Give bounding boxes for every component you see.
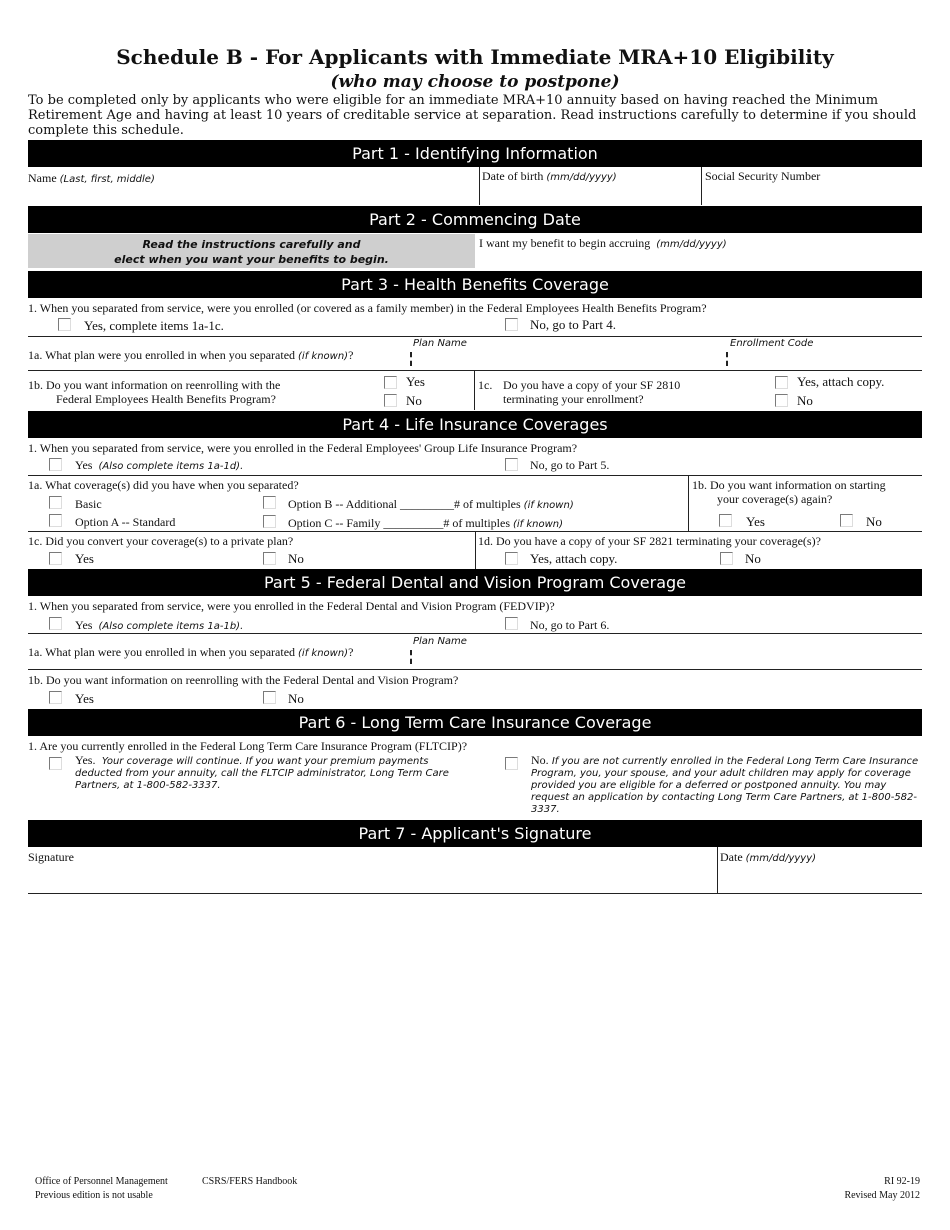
- p6-q1: 1. Are you currently enrolled in the Federal Long Term Care Insurance Program (FLTCIP)?: [28, 739, 468, 753]
- accrue-date-field[interactable]: [479, 250, 919, 267]
- p4-basic-checkbox[interactable]: [49, 496, 62, 509]
- part7-header: Part 7 - Applicant's Signature: [28, 820, 922, 847]
- p6-yes-checkbox[interactable]: [49, 757, 62, 770]
- p3-q1c-line1: Do you have a copy of your SF 2810: [503, 378, 681, 392]
- p5-q1b-no-label: No: [288, 691, 304, 706]
- p6-no-checkbox[interactable]: [505, 757, 518, 770]
- p4-option-c-label: Option C -- Family __________# of multiples (if known): [288, 516, 564, 530]
- name-field[interactable]: [30, 185, 476, 203]
- part3-header: Part 3 - Health Benefits Coverage: [28, 271, 922, 298]
- p5-plan-name-field[interactable]: [413, 650, 918, 666]
- p3-q1: 1. When you separated from service, were you enrolled (or covered as a family member) in the Federal Employees Health Benefits Program?: [28, 301, 707, 315]
- p3-q1b-yes-label: Yes: [406, 374, 425, 389]
- part2-header: Part 2 - Commencing Date: [28, 206, 922, 233]
- p5-q1b: 1b. Do you want information on reenrolling with the Federal Dental and Vision Program?: [28, 673, 459, 687]
- footer-revised: Revised May 2012: [844, 1190, 920, 1201]
- name-label: Name (Last, first, middle): [28, 171, 155, 185]
- p4-q1d-no-label: No: [745, 551, 761, 566]
- p3-enrollment-code-field[interactable]: [730, 352, 920, 368]
- p4-q1c-no-label: No: [288, 551, 304, 566]
- footer-handbook: CSRS/FERS Handbook: [202, 1176, 298, 1187]
- p4-q1b-no-checkbox[interactable]: [840, 514, 853, 527]
- p4-q1c: 1c. Did you convert your coverage(s) to a private plan?: [28, 534, 294, 548]
- p4-q1: 1. When you separated from service, were you enrolled in the Federal Employees' Group Life Insurance Program?: [28, 441, 578, 455]
- p4-q1b-line1: 1b. Do you want information on starting: [692, 478, 886, 492]
- p4-q1c-no-checkbox[interactable]: [263, 552, 276, 565]
- part2-instruction: Read the instructions carefully and elect when you want your benefits to begin.: [28, 234, 475, 268]
- p4-q1-no-label: No, go to Part 5.: [530, 458, 610, 472]
- p3-q1-yes-checkbox[interactable]: [58, 318, 71, 331]
- p5-q1: 1. When you separated from service, were you enrolled in the Federal Dental and Vision Program (FEDVIP)?: [28, 599, 555, 613]
- p4-option-a-checkbox[interactable]: [49, 514, 62, 527]
- p4-basic-label: Basic: [75, 497, 102, 511]
- p4-q1-yes-checkbox[interactable]: [49, 458, 62, 471]
- dob-label: Date of birth (mm/dd/yyyy): [482, 169, 617, 183]
- p4-q1c-yes-label: Yes: [75, 551, 94, 566]
- part5-header: Part 5 - Federal Dental and Vision Program Coverage: [28, 569, 922, 596]
- footer-edition: Previous edition is not usable: [35, 1190, 153, 1201]
- signature-label: Signature: [28, 850, 74, 864]
- p4-q1d-yes-label: Yes, attach copy.: [530, 551, 618, 566]
- p3-q1c-no-checkbox[interactable]: [775, 394, 788, 407]
- p3-q1b-no-label: No: [406, 393, 422, 408]
- intro-text: To be completed only by applicants who were eligible for an immediate MRA+10 annuity based on having reached the Minimum Retirement Age and having at least 10 years of creditable service at separation. Read instructions carefully to determine if you should complete this schedule.: [28, 93, 917, 138]
- p3-q1c-line2: terminating your enrollment?: [503, 392, 644, 406]
- p4-q1-no-checkbox[interactable]: [505, 458, 518, 471]
- p4-option-c-checkbox[interactable]: [263, 515, 276, 528]
- p4-q1d-no-checkbox[interactable]: [720, 552, 733, 565]
- p3-q1a: 1a. What plan were you enrolled in when you separated (if known)?: [28, 348, 354, 362]
- p3-q1-no-label: No, go to Part 4.: [530, 317, 616, 332]
- ssn-label: Social Security Number: [705, 169, 821, 183]
- p3-enrollment-code-label: Enrollment Code: [730, 338, 814, 349]
- p4-q1b-yes-label: Yes: [746, 514, 765, 529]
- p5-q1-no-checkbox[interactable]: [505, 617, 518, 630]
- form-title: Schedule B - For Applicants with Immediate MRA+10 Eligibility: [116, 45, 834, 69]
- p3-plan-name-label: Plan Name: [413, 338, 467, 349]
- sign-date-field[interactable]: [720, 866, 920, 891]
- p6-no-text: No. If you are not currently enrolled in the Federal Long Term Care Insurance Program, you, your spouse, and your adult children may apply for coverage provided you are eligible for a deferred or postponed annuity. You may request an application by contacting Long Term Care Partners, at 1-800-582-3337.: [531, 753, 919, 815]
- dob-field[interactable]: [482, 185, 698, 203]
- p3-q1c-yes-label: Yes, attach copy.: [797, 374, 885, 389]
- p3-q1b-line1: 1b. Do you want information on reenrolling with the: [28, 378, 281, 392]
- p4-option-b-label: Option B -- Additional _________# of multiples (if known): [288, 497, 574, 511]
- p3-q1-yes-label: Yes, complete items 1a-1c.: [84, 318, 224, 333]
- p3-q1c-yes-checkbox[interactable]: [775, 376, 788, 389]
- footer-form-number: RI 92-19: [884, 1176, 920, 1187]
- p5-q1-yes-label: Yes (Also complete items 1a-1b).: [75, 618, 244, 632]
- p3-q1c-no-label: No: [797, 393, 813, 408]
- signature-field[interactable]: [30, 866, 714, 891]
- footer-agency: Office of Personnel Management: [35, 1176, 168, 1187]
- p5-q1-no-label: No, go to Part 6.: [530, 618, 610, 632]
- part4-header: Part 4 - Life Insurance Coverages: [28, 411, 922, 438]
- p4-q1d: 1d. Do you have a copy of your SF 2821 terminating your coverage(s)?: [478, 534, 821, 548]
- part1-header: Part 1 - Identifying Information: [28, 140, 922, 167]
- p3-q1c-num: 1c.: [478, 378, 493, 392]
- accrue-label: I want my benefit to begin accruing (mm/dd/yyyy): [479, 236, 727, 250]
- sign-date-label: Date (mm/dd/yyyy): [720, 850, 817, 864]
- p3-q1b-line2: Federal Employees Health Benefits Program?: [56, 392, 276, 406]
- p3-q1b-no-checkbox[interactable]: [384, 394, 397, 407]
- p5-q1b-no-checkbox[interactable]: [263, 691, 276, 704]
- p4-q1-yes-label: Yes (Also complete items 1a-1d).: [75, 458, 244, 472]
- p4-q1b-yes-checkbox[interactable]: [719, 514, 732, 527]
- p5-plan-name-label: Plan Name: [413, 636, 467, 647]
- p5-q1-yes-checkbox[interactable]: [49, 617, 62, 630]
- p5-q1b-yes-checkbox[interactable]: [49, 691, 62, 704]
- part6-header: Part 6 - Long Term Care Insurance Coverage: [28, 709, 922, 736]
- p3-q1-no-checkbox[interactable]: [505, 318, 518, 331]
- ssn-field[interactable]: [704, 185, 920, 203]
- p4-q1b-no-label: No: [866, 514, 882, 529]
- p4-q1a: 1a. What coverage(s) did you have when you separated?: [28, 478, 299, 492]
- p3-plan-name-field[interactable]: [413, 352, 723, 368]
- p5-q1a: 1a. What plan were you enrolled in when you separated (if known)?: [28, 645, 354, 659]
- form-subtitle: (who may choose to postpone): [330, 72, 620, 92]
- p3-q1b-yes-checkbox[interactable]: [384, 376, 397, 389]
- p4-q1c-yes-checkbox[interactable]: [49, 552, 62, 565]
- p4-option-a-label: Option A -- Standard: [75, 515, 176, 529]
- p4-q1b-line2: your coverage(s) again?: [717, 492, 833, 506]
- p6-yes-text: Yes. Your coverage will continue. If you want your premium payments deducted from your annuity, call the FLTCIP administrator, Long Term Care Partners, at 1-800-582-3337.: [75, 753, 449, 791]
- p5-q1b-yes-label: Yes: [75, 691, 94, 706]
- p4-q1d-yes-checkbox[interactable]: [505, 552, 518, 565]
- p4-option-b-checkbox[interactable]: [263, 496, 276, 509]
